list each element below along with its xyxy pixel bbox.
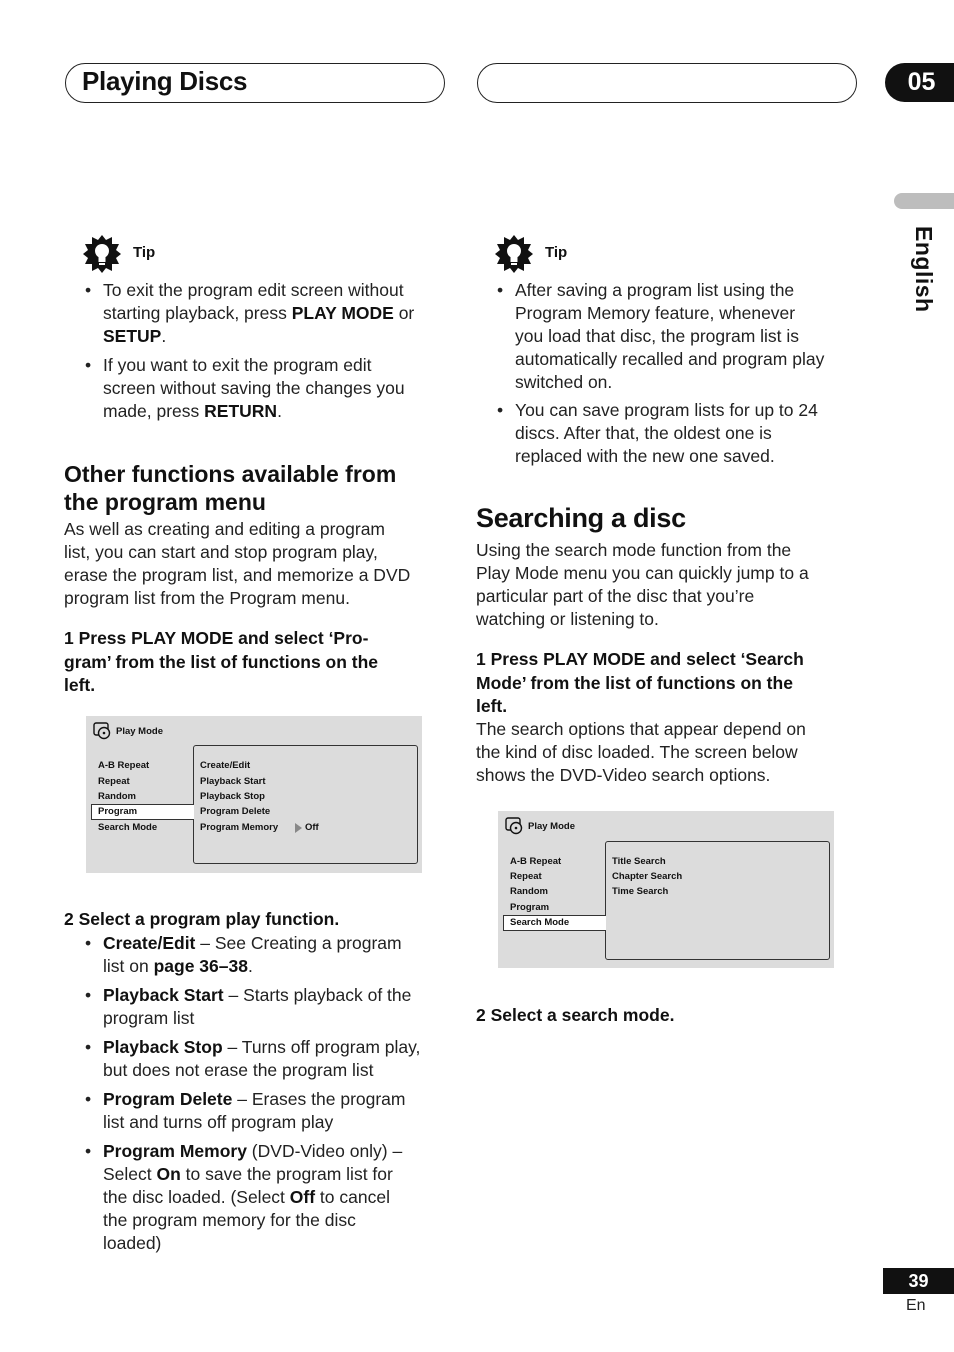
search-menu-screen [498, 811, 834, 968]
chapter-number: 05 [885, 63, 954, 102]
section-heading-searching: Searching a disc [476, 503, 686, 533]
option-item[interactable]: Playback Stop [200, 791, 265, 802]
language-label: English [911, 226, 937, 313]
menu-item[interactable]: Random [98, 791, 136, 802]
option-item[interactable]: Playback Start [200, 776, 266, 787]
option-item[interactable]: Program Memory [200, 822, 279, 833]
menu-item[interactable]: Random [510, 886, 548, 897]
tip-bullet: • After saving a program list using the Program Memory feature, whenever you load that disc, the program list is automatically recalled and program play switched on. [497, 280, 825, 392]
menu-item[interactable]: Search Mode [98, 822, 158, 833]
tip-bullet: • You can save program lists for up to 24 discs. After that, the oldest one is replaced with the new one saved. [497, 400, 818, 466]
page-number: 39 [883, 1268, 954, 1294]
menu-item-selected[interactable]: Program [98, 806, 138, 817]
function-item-program-memory: • Program Memory (DVD-Video only) – Select On to save the program list for the disc loaded. (Select Off to cancel the program memory for the disc loaded) [85, 1141, 403, 1253]
memory-value[interactable]: Off [305, 822, 319, 833]
page-language: En [906, 1297, 926, 1314]
option-item[interactable]: Time Search [612, 886, 669, 897]
program-menu-screen [86, 716, 422, 873]
tip-label: Tip [133, 244, 156, 261]
tip-lightbulb-icon [494, 234, 534, 274]
disc-icon [93, 722, 111, 740]
option-item[interactable]: Title Search [612, 856, 666, 867]
function-item-playback-start: • Playback Start – Starts playback of the program list [85, 985, 412, 1028]
section-heading: Other functions available from the program menu [64, 461, 397, 515]
section-intro: Using the search mode function from the Play Mode menu you can quickly jump to a particular part of the disc that you’re watching or listening to. [476, 540, 809, 629]
option-item[interactable]: Program Delete [200, 806, 271, 817]
empty-header-frame [477, 63, 857, 103]
page-title: Playing Discs [82, 66, 248, 96]
step-1-body: The search options that appear depend on the kind of disc loaded. The screen below shows the DVD-Video search options. [476, 719, 806, 785]
menu-item[interactable]: Program [510, 902, 550, 913]
disc-icon [505, 817, 523, 835]
menu-item[interactable]: Repeat [510, 871, 542, 882]
tip-bullet: • To exit the program edit screen without starting playback, press PLAY MODE or SETUP. [85, 280, 415, 346]
section-intro: As well as creating and editing a program list, you can start and stop program play, erase the program list, and memorize a DVD program list from the Program menu. [64, 519, 411, 608]
step-2-instruction: 2 Select a search mode. [476, 1005, 675, 1025]
arrow-right-icon [295, 823, 302, 833]
menu-item[interactable]: Repeat [98, 776, 130, 787]
menu-item[interactable]: A-B Repeat [98, 760, 150, 771]
screen-title: Play Mode [528, 821, 575, 832]
menu-item[interactable]: A-B Repeat [510, 856, 562, 867]
step-2-instruction: 2 Select a program play function. [64, 909, 340, 929]
function-item-playback-stop: • Playback Stop – Turns off program play, but does not erase the program list [85, 1037, 421, 1080]
function-item-create-edit: • Create/Edit – See Creating a program list on page 36–38. [85, 933, 402, 976]
tip-lightbulb-icon [82, 234, 122, 274]
step-1-instruction: 1 Press PLAY MODE and select ‘Search Mode’ from the list of functions on the left. [476, 649, 804, 716]
option-item[interactable]: Create/Edit [200, 760, 251, 771]
option-item[interactable]: Chapter Search [612, 871, 683, 882]
tip-bullet: • If you want to exit the program edit screen without saving the changes you made, press RETURN. [85, 355, 405, 421]
menu-item-selected[interactable]: Search Mode [510, 917, 570, 928]
function-item-program-delete: • Program Delete – Erases the program list and turns off program play [85, 1089, 406, 1132]
language-tab-marker [894, 193, 954, 209]
screen-title: Play Mode [116, 726, 163, 737]
tip-label: Tip [545, 244, 568, 261]
step-1-instruction: 1 Press PLAY MODE and select ‘Pro- gram’ from the list of functions on the left. [64, 628, 379, 695]
